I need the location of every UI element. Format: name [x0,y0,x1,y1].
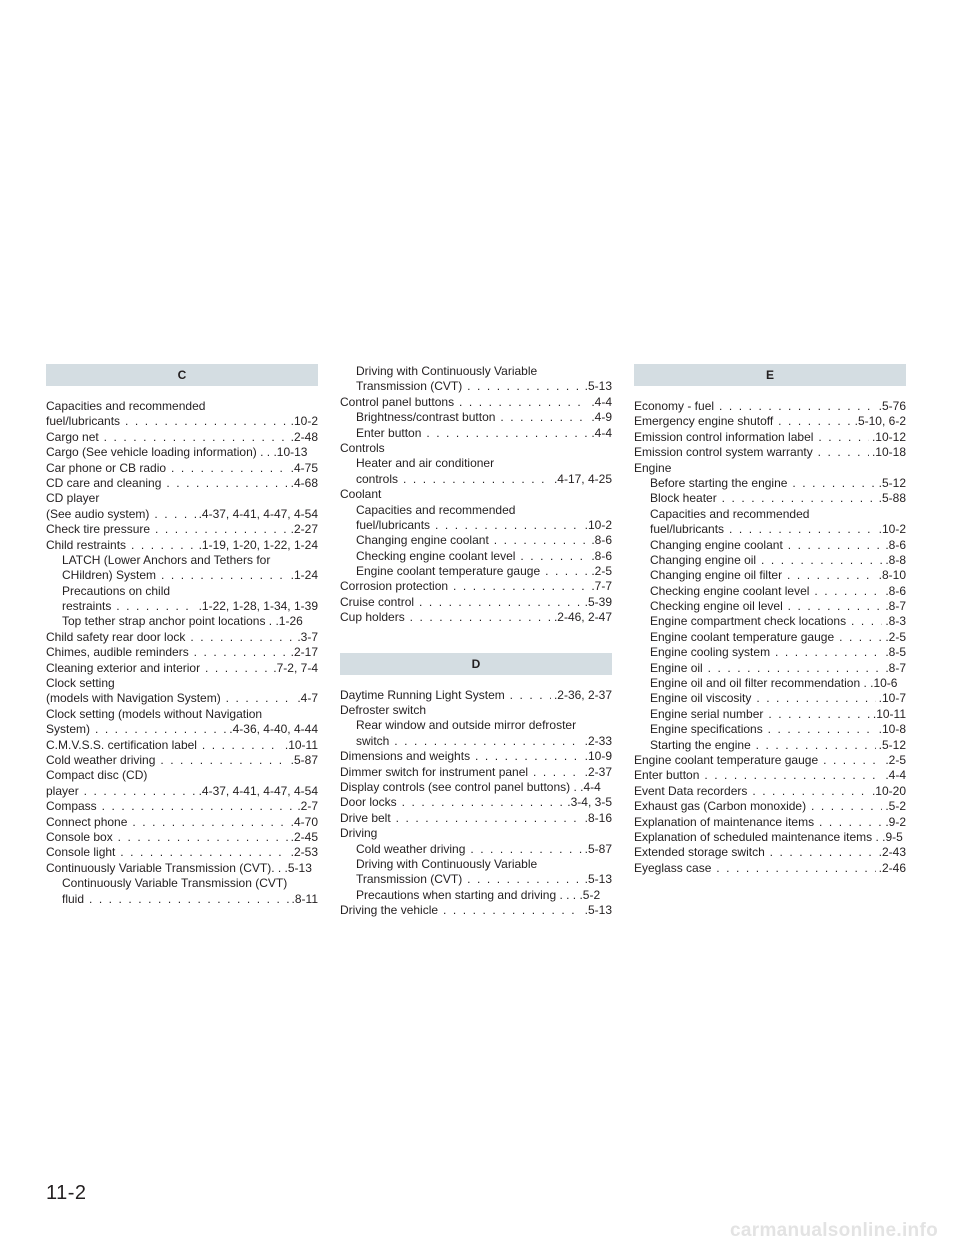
index-entry [46,614,318,629]
page-reference: .3-7 [294,630,318,645]
index-entry [340,780,612,795]
index-entry [340,426,612,441]
entry-text: Engine cooling system [650,645,771,660]
page-reference: .4-36, 4-40, 4-44 [226,722,318,737]
index-entry [634,799,906,814]
index-entry [634,784,906,799]
page-reference: .5-88 [876,491,906,506]
index-entry [340,872,612,887]
entry-text: Driving the vehicle [340,903,439,918]
page-reference: .8-6 [882,584,906,599]
index-entry [634,507,906,522]
index-entry [634,538,906,553]
entry-text: Emergency engine shutoff [634,414,774,429]
page-reference: .4-68 [288,476,318,491]
index-entry [340,888,612,903]
entry-text: player [46,783,79,798]
entry-text: Engine coolant temperature gauge [634,752,819,767]
entry-text: Controls [340,440,385,455]
index-entry [46,707,318,722]
index-entry [634,722,906,737]
page-reference: .4-4 [882,768,906,783]
entry-text: Engine oil viscosity [650,691,752,706]
page-reference: .3-4, 3-5 [564,795,612,810]
index-column-3 [634,364,906,876]
index-entry [634,738,906,753]
entry-text: System) [46,722,91,737]
entry-text: Console light [46,845,116,860]
entry-text: Brightness/contrast button [356,410,496,425]
index-entry [46,538,318,553]
entry-text: Cold weather driving [46,752,156,767]
page-reference: .8-6 [588,549,612,564]
page-reference: .5-87 [582,842,612,857]
index-entry [634,614,906,629]
page-reference: .5-13 [582,903,612,918]
index-entry [46,845,318,860]
entry-text: fuel/lubricants [650,522,725,537]
entry-text: Connect phone [46,814,128,829]
page-reference: .5-12 [876,738,906,753]
index-entry [46,892,318,907]
entry-text: Extended storage switch [634,845,765,860]
entry-text: Driving with Continuously Variable [356,856,538,871]
page-reference: .8-6 [882,538,906,553]
page-reference: .8-7 [882,599,906,614]
entry-text: restraints [62,599,112,614]
index-entry [634,445,906,460]
index-entry [46,399,318,414]
entry-text: Event Data recorders [634,783,748,798]
page-reference: .5-10, 6-2 [852,414,906,429]
index-entry [46,661,318,676]
entry-text: Eyeglass case [634,860,712,875]
entry-text: Child safety rear door lock [46,629,186,644]
watermark [0,1218,960,1242]
entry-text: Changing engine oil filter [650,568,783,583]
page-number: 11-2 [46,1182,87,1204]
page-reference: .5-76 [876,399,906,414]
entry-text: Heater and air conditioner [356,456,495,471]
index-entry [46,768,318,783]
entry-text: Starting the engine [650,737,751,752]
entry-text: Clock setting (models without Navigation [46,706,263,721]
entry-text: Continuously Variable Transmission (CVT). . .5-13 [46,860,312,875]
index-entry [340,734,612,749]
page-reference: .7-7 [588,579,612,594]
entry-text: Enter button [634,768,700,783]
index-entry [340,842,612,857]
index-entry [634,553,906,568]
entry-text: Engine specifications [650,722,763,737]
index-entry [340,688,612,703]
entry-text: Engine oil [650,660,703,675]
entry-text: controls [356,471,399,486]
entry-text: Explanation of maintenance items [634,814,815,829]
index-entry [340,811,612,826]
entry-text: Engine coolant temperature gauge [356,564,541,579]
entry-text: Emission control system warranty [634,445,813,460]
index-entry [634,461,906,476]
page-reference: .2-48 [288,430,318,445]
page-reference: .7-2, 7-4 [270,661,318,676]
entry-text: Coolant [340,487,382,502]
entry-text: Cup holders [340,610,405,625]
entry-text: fluid [62,891,85,906]
entry-text: Enter button [356,425,422,440]
page-reference: .2-7 [294,799,318,814]
entry-text: Changing engine coolant [650,537,783,552]
page-reference: .8-16 [582,811,612,826]
index-entry [634,845,906,860]
page-reference: .2-5 [588,564,612,579]
page-reference: .8-6 [588,533,612,548]
page-reference: .8-7 [882,661,906,676]
entry-text: Transmission (CVT) [356,379,463,394]
page-reference: .5-13 [582,379,612,394]
page-reference: .4-75 [288,461,318,476]
page-reference: .2-43 [876,845,906,860]
entry-text: Before starting the engine [650,475,788,490]
index-entry [634,753,906,768]
entry-text: Cargo (See vehicle loading information) . . .10-13 [46,445,308,460]
index-entry [46,753,318,768]
entry-text: Chimes, audible reminders [46,645,189,660]
index-entry [46,645,318,660]
index-entry [46,861,318,876]
index-entry [340,503,612,518]
index-entry [634,691,906,706]
index-entry [340,518,612,533]
index-entry [46,414,318,429]
index-entry [46,584,318,599]
index-entry [634,676,906,691]
index-entry [340,549,612,564]
entry-text: Cargo net [46,429,99,444]
entry-text: Transmission (CVT) [356,872,463,887]
page-reference: .10-20 [869,784,906,799]
page-reference: .4-4 [588,395,612,410]
page-reference: .2-27 [288,522,318,537]
watermark-text: carmanualsonline.info [730,1220,938,1241]
index-entry [634,630,906,645]
page-reference: .2-17 [288,645,318,660]
index-entry [46,599,318,614]
index-entry [340,826,612,841]
page-reference: .2-46, 2-47 [551,610,612,625]
index-entry [634,815,906,830]
index-entry [46,738,318,753]
index-entry [340,456,612,471]
entry-text: Dimensions and weights [340,749,471,764]
page-reference: .10-7 [876,691,906,706]
entry-text: Capacities and recommended [650,506,810,521]
section-header-c: C [46,364,318,386]
entry-text: Precautions on child [62,583,171,598]
page-reference: .4-7 [294,691,318,706]
section-header-e: E [634,364,906,386]
page-reference: .2-46 [876,861,906,876]
index-entry [340,595,612,610]
entry-text: Cruise control [340,594,415,609]
entry-text: Control panel buttons [340,394,455,409]
index-entry [46,507,318,522]
page-reference: .1-22, 1-28, 1-34, 1-39 [196,599,318,614]
entry-text: Drive belt [340,810,391,825]
index-entry [340,857,612,872]
entry-text: Compact disc (CD) [46,768,148,783]
index-entry [46,722,318,737]
entry-text: Clock setting [46,676,115,691]
page-reference: .4-70 [288,815,318,830]
page-reference: .8-8 [882,553,906,568]
page-reference: .2-37 [582,765,612,780]
index-entry [634,707,906,722]
page-reference: .5-39 [582,595,612,610]
entry-text: Top tether strap anchor point locations . .1-26 [62,614,303,629]
entry-text: Console box [46,829,113,844]
index-entry [634,768,906,783]
entry-text: Corrosion protection [340,579,449,594]
index-entry [634,399,906,414]
index-entry [634,861,906,876]
page-reference: .1-24 [288,568,318,583]
page-reference: .2-45 [288,830,318,845]
index-entry [634,830,906,845]
index-entry [340,610,612,625]
index-entry [634,661,906,676]
page-reference: .8-3 [882,614,906,629]
entry-text: Engine compartment check locations [650,614,847,629]
index-entry [340,379,612,394]
entry-text: Child restraints [46,537,127,552]
entry-text: Engine serial number [650,706,764,721]
page-reference: .4-17, 4-25 [551,472,612,487]
entry-text: Car phone or CB radio [46,460,167,475]
index-entry [46,799,318,814]
entry-text: CD player [46,491,100,506]
index-entry [46,876,318,891]
index-entry [340,533,612,548]
index-entry [46,491,318,506]
index-entry [634,584,906,599]
entry-text: Continuously Variable Transmission (CVT) [62,876,288,891]
page-reference: .2-5 [882,630,906,645]
index-entry [340,903,612,918]
index-entry [340,472,612,487]
index-entry [634,476,906,491]
entry-text: Capacities and recommended [46,399,206,413]
page-reference: .10-2 [288,414,318,429]
index-entry [340,487,612,502]
entry-text: Display controls (see control panel buttons) . .4-4 [340,779,601,794]
page-reference: .5-12 [876,476,906,491]
index-entry [340,718,612,733]
page-reference: .10-11 [870,707,906,722]
entry-text: Checking engine oil level [650,599,783,614]
entry-text: C.M.V.S.S. certification label [46,737,197,752]
entry-text: Economy - fuel [634,399,715,413]
index-entry [634,491,906,506]
entry-text: Block heater [650,491,717,506]
page-reference: .5-13 [582,872,612,887]
page-reference: .10-11 [282,738,318,753]
entry-text: Cold weather driving [356,841,466,856]
index-entry [340,765,612,780]
entry-text: fuel/lubricants [356,517,431,532]
page-reference: .10-8 [876,722,906,737]
index-entry [46,553,318,568]
entry-text: Dimmer switch for instrument panel [340,764,529,779]
index-entry [634,522,906,537]
page-reference: .5-2 [882,799,906,814]
entry-text: Engine coolant temperature gauge [650,629,835,644]
index-entry [340,410,612,425]
page-reference: .10-18 [869,445,906,460]
entry-text: Door locks [340,795,397,810]
index-entry [46,691,318,706]
index-entry [340,441,612,456]
entry-text: LATCH (Lower Anchors and Tethers for [62,552,271,567]
entry-text: Explanation of scheduled maintenance items . .9-5 [634,829,903,844]
page-reference: .4-37, 4-41, 4-47, 4-54 [196,784,318,799]
entry-text: (See audio system) [46,506,150,521]
index-entry [46,830,318,845]
entry-text: Checking engine coolant level [650,583,810,598]
index-entry [46,815,318,830]
entry-text: Emission control information label [634,429,814,444]
entry-text: Engine oil and oil filter recommendation . .10-6 [650,676,898,691]
index-entry [46,476,318,491]
index-entry [634,568,906,583]
index-entry [46,630,318,645]
entry-text: switch [356,733,390,748]
index-entry [46,568,318,583]
index-entry [340,703,612,718]
page-reference: .1-19, 1-20, 1-22, 1-24 [196,538,318,553]
page-reference: .9-2 [882,815,906,830]
page-reference: .10-12 [869,430,906,445]
entry-text: Cleaning exterior and interior [46,660,201,675]
entry-text: CHildren) System [62,568,157,583]
index-entry [46,784,318,799]
index-entry [340,395,612,410]
entry-text: (models with Navigation System) [46,691,221,706]
entry-text: Compass [46,799,97,814]
entry-text: Changing engine coolant [356,533,489,548]
page-reference: .8-5 [882,645,906,660]
page-reference: .10-2 [582,518,612,533]
page-reference: .8-11 [289,892,318,907]
index-column-1 [46,364,318,907]
entry-text: Changing engine oil [650,552,757,567]
index-entry [340,795,612,810]
page-reference: .2-53 [288,845,318,860]
index-entry [340,564,612,579]
index-entry [46,522,318,537]
page-reference: .8-10 [876,568,906,583]
entry-text: Exhaust gas (Carbon monoxide) [634,799,807,814]
index-entry [634,430,906,445]
entry-text: Daytime Running Light System [340,687,505,702]
entry-text: Driving with Continuously Variable [356,364,538,378]
page-reference: .4-37, 4-41, 4-47, 4-54 [196,507,318,522]
page-reference: .10-2 [876,522,906,537]
entry-text: CD care and cleaning [46,475,162,490]
section-header-d: D [340,653,612,675]
index-entry [340,364,612,379]
entry-text: Defroster switch [340,703,427,718]
page-reference: .5-87 [288,753,318,768]
entry-text: Check tire pressure [46,522,151,537]
entry-text: Checking engine coolant level [356,548,516,563]
page-reference: .2-5 [882,753,906,768]
page-reference: .2-33 [582,734,612,749]
index-entry [46,676,318,691]
index-column-2 [340,364,612,919]
index-entry [46,445,318,460]
index-entry [340,749,612,764]
index-entry [634,645,906,660]
index-entry [46,430,318,445]
page-reference: .2-36, 2-37 [551,688,612,703]
index-entry [634,599,906,614]
index-entry [340,579,612,594]
index-entry [46,461,318,476]
entry-text: Engine [634,460,672,475]
page-reference: .10-9 [582,749,612,764]
page-reference: .4-4 [588,426,612,441]
entry-text: fuel/lubricants [46,414,121,429]
entry-text: Rear window and outside mirror defroster [356,718,577,733]
entry-text: Precautions when starting and driving . . . .5-2 [356,887,601,902]
page-reference: .4-9 [588,410,612,425]
index-entry [634,414,906,429]
entry-text: Driving [340,826,378,841]
entry-text: Capacities and recommended [356,502,516,517]
